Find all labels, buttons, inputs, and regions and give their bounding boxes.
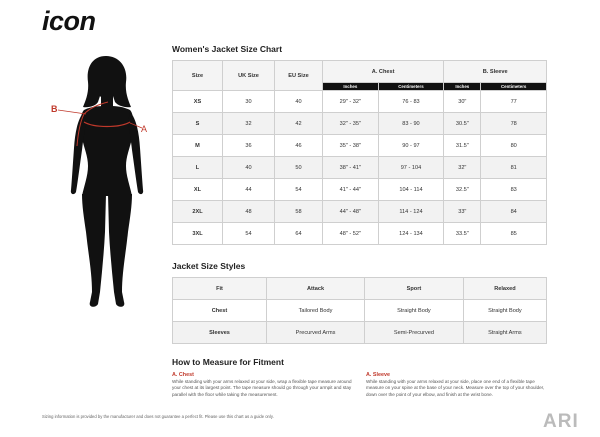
table-row (173, 113, 547, 135)
subheader-sleeve-inches: Inches (444, 83, 481, 91)
cell-chest-in: 48" - 52" (323, 223, 379, 245)
icon-logo (42, 6, 142, 34)
cell-uk: 30 (223, 91, 275, 113)
header-sleeve: B. Sleeve (444, 61, 547, 83)
header-eu-size: EU Size (275, 61, 323, 91)
cell-sleeve-in: 32.5" (444, 179, 481, 201)
cell-size: XL (173, 179, 223, 201)
cell-chest-in: 32" - 35" (323, 113, 379, 135)
subheader-sleeve-cm: Centimeters (481, 83, 547, 91)
cell-uk: 32 (223, 113, 275, 135)
cell-uk: 54 (223, 223, 275, 245)
cell-size: M (173, 135, 223, 157)
cell-sleeve-cm: 77 (481, 91, 547, 113)
table-row (173, 135, 547, 157)
measure-title: How to Measure for Fitment (172, 357, 284, 367)
cell-sport: Semi-Precurved (365, 322, 464, 344)
size-chart-table (172, 60, 547, 245)
cell-relaxed: Straight Arms (463, 322, 546, 344)
cell-chest-cm: 83 - 90 (378, 113, 444, 135)
subheader-chest-cm: Centimeters (378, 83, 444, 91)
cell-chest-cm: 90 - 97 (378, 135, 444, 157)
styles-table (172, 277, 547, 344)
cell-sleeve-in: 33" (444, 201, 481, 223)
cell-uk: 40 (223, 157, 275, 179)
table-row (173, 201, 547, 223)
header-chest: A. Chest (323, 61, 444, 83)
header-uk-size: UK Size (223, 61, 275, 91)
row-label-chest: Chest (173, 300, 267, 322)
logo-text: icon (42, 6, 96, 36)
cell-chest-cm: 104 - 114 (378, 179, 444, 201)
sizing-disclaimer: Sizing information is provided by the manufacturer and does not guarantee a perfect fit. Please use this chart as a guide only. (42, 414, 274, 419)
table-row (173, 179, 547, 201)
header-relaxed: Relaxed (463, 278, 546, 300)
table-row (173, 322, 547, 344)
cell-chest-in: 29" - 32" (323, 91, 379, 113)
cell-sleeve-cm: 78 (481, 113, 547, 135)
styles-title: Jacket Size Styles (172, 261, 246, 271)
cell-sleeve-cm: 85 (481, 223, 547, 245)
cell-eu: 64 (275, 223, 323, 245)
cell-attack: Tailored Body (267, 300, 365, 322)
header-sport: Sport (365, 278, 464, 300)
cell-chest-cm: 124 - 134 (378, 223, 444, 245)
cell-sleeve-cm: 81 (481, 157, 547, 179)
sleeve-instructions-label: A. Sleeve (366, 372, 390, 378)
size-chart-title: Women's Jacket Size Chart (172, 44, 283, 54)
sleeve-instructions-text: While standing with your arms relaxed at your side, place one end of a flexible tape measure on your spine at the base of your neck. Measure over the top of your shoulder, down over the point of your elbow, and finish at the wrist bone. (366, 379, 545, 397)
table-row (173, 300, 547, 322)
chest-instructions (172, 372, 354, 398)
cell-chest-cm: 97 - 104 (378, 157, 444, 179)
cell-eu: 46 (275, 135, 323, 157)
cell-sleeve-in: 30.5" (444, 113, 481, 135)
cell-chest-in: 44" - 48" (323, 201, 379, 223)
cell-sleeve-cm: 84 (481, 201, 547, 223)
chest-instructions-text: While standing with your arms relaxed at your side, wrap a flexible tape measure around your chest at its largest point. The tape measure should go through your armpit and stay parallel with the floor while taking the measurement. (172, 379, 352, 397)
cell-size: 3XL (173, 223, 223, 245)
cell-eu: 40 (275, 91, 323, 113)
row-label-sleeves: Sleeves (173, 322, 267, 344)
cell-eu: 50 (275, 157, 323, 179)
cell-sleeve-cm: 80 (481, 135, 547, 157)
chest-instructions-label: A. Chest (172, 372, 194, 378)
cell-sleeve-in: 32" (444, 157, 481, 179)
cell-size: XS (173, 91, 223, 113)
cell-size: L (173, 157, 223, 179)
cell-size: S (173, 113, 223, 135)
cell-uk: 48 (223, 201, 275, 223)
cell-chest-in: 38" - 41" (323, 157, 379, 179)
label-b: B (51, 104, 58, 114)
cell-chest-in: 35" - 38" (323, 135, 379, 157)
female-silhouette-figure (48, 52, 168, 314)
cell-sleeve-in: 31.5" (444, 135, 481, 157)
cell-size: 2XL (173, 201, 223, 223)
table-row (173, 223, 547, 245)
cell-sleeve-cm: 83 (481, 179, 547, 201)
cell-chest-in: 41" - 44" (323, 179, 379, 201)
cell-eu: 58 (275, 201, 323, 223)
cell-sport: Straight Body (365, 300, 464, 322)
header-fit: Fit (173, 278, 267, 300)
cell-eu: 54 (275, 179, 323, 201)
sleeve-instructions (366, 372, 548, 398)
cell-chest-cm: 76 - 83 (378, 91, 444, 113)
header-size: Size (173, 61, 223, 91)
cell-eu: 42 (275, 113, 323, 135)
header-attack: Attack (267, 278, 365, 300)
subheader-chest-inches: Inches (323, 83, 379, 91)
ari-watermark: ARI (543, 411, 579, 432)
cell-sleeve-in: 30" (444, 91, 481, 113)
label-a: A (141, 124, 148, 134)
cell-attack: Precurved Arms (267, 322, 365, 344)
cell-relaxed: Straight Body (463, 300, 546, 322)
cell-uk: 44 (223, 179, 275, 201)
cell-sleeve-in: 33.5" (444, 223, 481, 245)
cell-chest-cm: 114 - 124 (378, 201, 444, 223)
table-row (173, 91, 547, 113)
cell-uk: 36 (223, 135, 275, 157)
table-row (173, 157, 547, 179)
